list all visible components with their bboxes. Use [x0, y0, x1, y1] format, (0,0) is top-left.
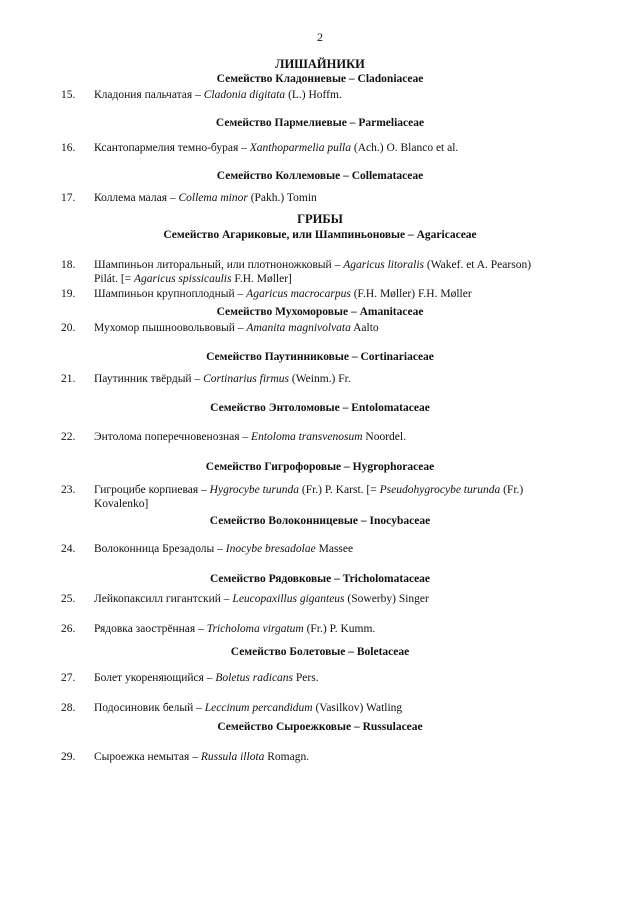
entry-number: 18.	[61, 259, 76, 271]
species-entry: Волоконница Брезадолы – Inocybe bresadolae Massee	[94, 543, 354, 555]
entry-number: 16.	[61, 142, 76, 154]
species-entry: Ксантопармелия темно-бурая – Xanthoparmelia pulla (Ach.) O. Blanco et al.	[94, 142, 459, 154]
family-heading: Семейство Гигрофоровые – Hygrophoraceae	[205, 461, 435, 473]
species-entry: Сыроежка немытая – Russula illota Romagn.	[94, 751, 310, 763]
species-entry: Мухомор пышноовольвовый – Amanita magnivolvata Aalto	[94, 322, 379, 334]
entry-number: 19.	[61, 288, 76, 300]
family-heading: Семейство Кладониевые – Cladoniaceae	[216, 73, 424, 85]
species-entry: Коллема малая – Collema minor (Pakh.) Tomin	[94, 192, 317, 204]
species-entry: Подосиновик белый – Leccinum percandidum (Vasilkov) Watling	[94, 702, 403, 714]
family-heading: Семейство Мухоморовые – Amanitaceae	[216, 306, 424, 318]
family-heading: Семейство Пармелиевые – Parmeliaceae	[215, 117, 425, 129]
species-entry: Кладония пальчатая – Cladonia digitata (L.) Hoffm.	[94, 89, 342, 101]
family-heading: Семейство Сыроежковые – Russulaceae	[217, 721, 423, 733]
family-heading: Семейство Болетовые – Boletaceae	[230, 646, 410, 658]
family-heading: Семейство Волоконницевые – Inocybaceae	[209, 515, 431, 527]
species-entry: Энтолома поперечновенозная – Entoloma transvenosum Noordel.	[94, 431, 406, 443]
species-entry: Шампиньон крупноплодный – Agaricus macrocarpus (F.H. Møller) F.H. Møller	[94, 288, 472, 300]
species-entry: Болет укореняющийся – Boletus radicans Pers.	[94, 672, 319, 684]
entry-number: 23.	[61, 484, 76, 496]
section-title-lichens: ЛИШАЙНИКИ	[275, 57, 365, 71]
entry-number: 21.	[61, 373, 76, 385]
entry-number: 24.	[61, 543, 76, 555]
entry-number: 15.	[61, 89, 76, 101]
section-title-fungi: ГРИБЫ	[297, 212, 343, 226]
entry-number: 26.	[61, 623, 76, 635]
species-entry: Рядовка заострённая – Tricholoma virgatum (Fr.) P. Kumm.	[94, 623, 376, 635]
entry-number: 25.	[61, 593, 76, 605]
entry-number: 22.	[61, 431, 76, 443]
species-entry: Гигроцибе корпиевая – Hygrocybe turunda (Fr.) P. Karst. [= Pseudohygrocybe turunda (Fr.) Kovalenko]	[94, 484, 524, 510]
family-heading: Семейство Паутинниковые – Cortinariaceae	[206, 351, 434, 363]
family-heading: Семейство Агариковые, или Шампиньоновые – Agaricaceae	[163, 229, 477, 241]
entry-number: 28.	[61, 702, 76, 714]
species-entry: Паутинник твёрдый – Cortinarius firmus (Weinm.) Fr.	[94, 373, 351, 385]
family-heading: Семейство Коллемовые – Collemataceae	[216, 170, 424, 182]
species-entry: Шампиньон литоральный, или плотноножковый – Agaricus litoralis (Wakef. et A. Pearson) Pilát. [= Agaricus spissicaulis F.H. Møller]	[94, 259, 532, 285]
entry-number: 17.	[61, 192, 76, 204]
page-number: 2	[317, 30, 323, 44]
entry-number: 20.	[61, 322, 76, 334]
family-heading: Семейство Энтоломовые – Entolomataceae	[210, 402, 430, 414]
family-heading: Семейство Рядовковые – Tricholomataceae	[209, 573, 431, 585]
entry-number: 27.	[61, 672, 76, 684]
entry-number: 29.	[61, 751, 76, 763]
species-entry: Лейкопаксилл гигантский – Leucopaxillus giganteus (Sowerby) Singer	[94, 593, 429, 605]
